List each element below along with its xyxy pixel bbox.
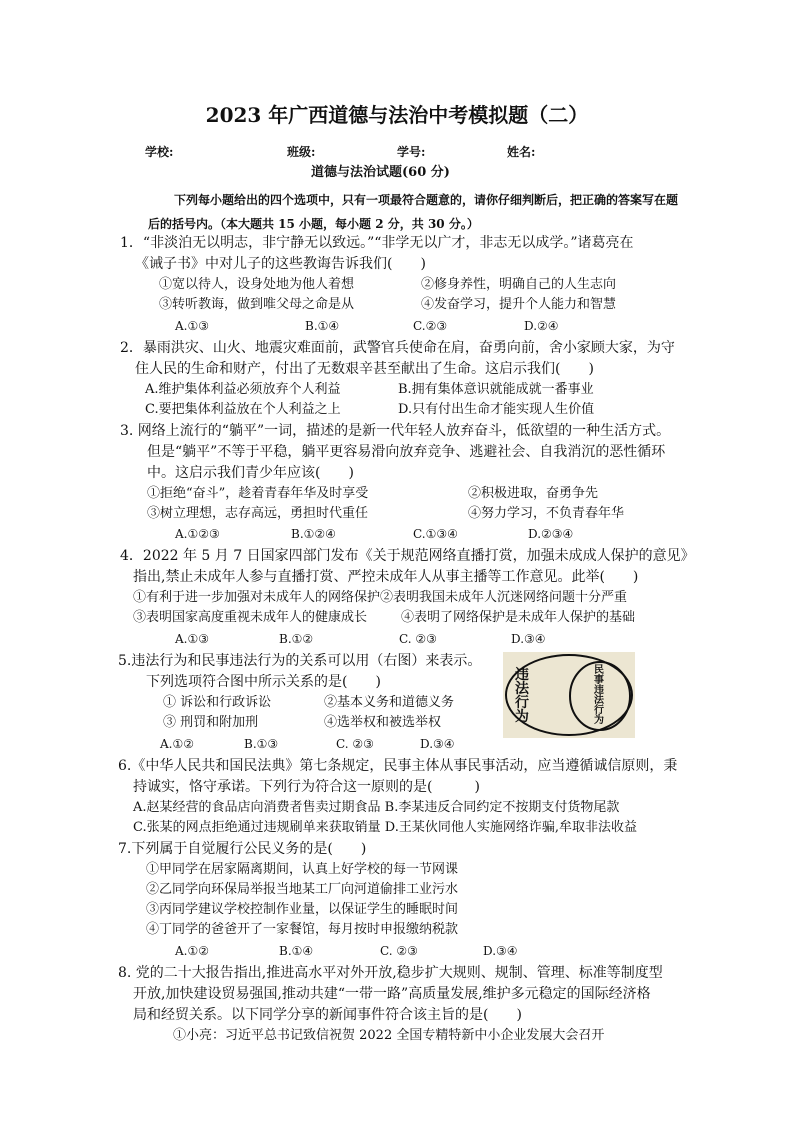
student-number-field-label: 学号: — [397, 145, 426, 159]
statement-3: ③表明国家高度重视未成年人的健康成长 — [133, 610, 368, 625]
option-c: C.②③ — [413, 319, 448, 333]
name-field-label: 姓名: — [507, 145, 536, 159]
option-b: B.①③ — [244, 737, 279, 751]
venn-diagram-figure — [503, 652, 635, 738]
option-a: A.①② — [160, 737, 194, 751]
statement-1: ①小亮：习近平总书记致信祝贺 2022 全国专精特新中小企业发展大会召开 — [173, 1028, 605, 1043]
statement-4: ④丁同学的爸爸开了一家餐馆，每月按时申报缴纳税款 — [146, 922, 459, 937]
question-6-stem: 6.《中华人民共和国民法典》第七条规定，民事主体从事民事活动，应当遵循诚信原则，秉 — [118, 758, 678, 774]
option-d: D.只有付出生命才能实现人生价值 — [398, 402, 595, 417]
question-2-stem: 2．暴雨洪灾、山火、地震灾难面前，武警官兵使命在肩，奋勇向前，舍小家顾大家，为守 — [120, 340, 675, 356]
class-field-label: 班级: — [287, 145, 316, 159]
question-8-stem: 8. 党的二十大报告指出,推进高水平对外开放,稳步扩大规则、规制、管理、标准等制度型 — [118, 965, 663, 981]
question-6-stem: 持诚实，恪守承诺。下列行为符合这一原则的是( ) — [133, 779, 480, 795]
statement-2: ②修身养性，明确自己的人生志向 — [421, 277, 617, 292]
statement-1: ①甲同学在居家隔离期间，认真上好学校的每一节网课 — [146, 862, 459, 877]
statement-4: ④努力学习，不负青春年华 — [468, 506, 625, 521]
school-field-label: 学校: — [145, 145, 174, 159]
instructions-line: 下列每小题给出的四个选项中，只有一项最符合题意的，请你仔细判断后，把正确的答案写在题 — [174, 193, 679, 207]
options-a-b: A.赵某经营的食品店向消费者售卖过期食品 B.李某违反合同约定不按期支付货物尾款 — [133, 800, 620, 815]
question-7-stem: 7.下列属于自觉履行公民义务的是( ) — [118, 841, 367, 857]
question-4-stem: 4．2022 年 5 月 7 日国家四部门发布《关于规范网络直播打赏，加强未成成人保护的意见》 — [120, 548, 695, 564]
question-3-stem: 中。这启示我们青少年应该( ) — [147, 465, 354, 481]
question-5-stem: 下列选项符合图中所示关系的是( ) — [146, 674, 381, 690]
option-a: A.①③ — [175, 319, 209, 333]
venn-inner-label: 民 事 违 法 行 为 — [594, 665, 604, 726]
option-d: D.③④ — [483, 944, 518, 958]
option-b: B.①④ — [279, 944, 314, 958]
exam-title: 2023 年广西道德与法治中考模拟题（二） — [205, 103, 589, 127]
option-a: A.①②③ — [175, 527, 220, 541]
statement-1: ①拒绝“奋斗”，趁着青春年华及时享受 — [147, 486, 369, 501]
option-d: D.②③④ — [528, 527, 574, 541]
option-c: C. ②③ — [380, 944, 418, 958]
option-b: B.①② — [279, 632, 314, 646]
statement-3: ③树立理想，志存高远，勇担时代重任 — [147, 506, 369, 521]
option-b: B.①④ — [305, 319, 340, 333]
option-b: B.拥有集体意识就能成就一番事业 — [398, 382, 594, 397]
option-a: A.维护集体利益必须放弃个人利益 — [145, 382, 341, 397]
option-d: D.②④ — [524, 319, 559, 333]
statement-1-2: ①有利于进一步加强对未成年人的网络保护②表明我国未成年人沉迷网络问题十分严重 — [133, 590, 628, 605]
exam-subtitle: 道德与法治试题(60 分) — [311, 165, 450, 180]
statement-4: ④发奋学习，提升个人能力和智慧 — [421, 297, 617, 312]
venn-outer-label: 违 法 行 为 — [515, 667, 529, 725]
statement-3: ③丙同学建议学校控制作业量，以保证学生的睡眠时间 — [146, 902, 459, 917]
statement-2: ②基本义务和道德义务 — [324, 695, 455, 710]
question-3-stem: 3. 网络上流行的“躺平”一词，描述的是新一代年轻人放弃奋斗，低欲望的一种生活方式。 — [120, 423, 671, 439]
statement-1: ①宽以待人，设身处地为他人着想 — [159, 277, 355, 292]
options-c-d: C.张某的网点拒绝通过违规刷单来获取销量 D.王某伙同他人实施网络诈骗,牟取非法收益 — [133, 820, 637, 835]
option-b: B.①②④ — [291, 527, 336, 541]
question-2-stem: 住人民的生命和财产，付出了无数艰辛甚至献出了生命。这启示我们( ) — [135, 361, 594, 377]
question-8-stem: 局和经贸关系。以下同学分享的新闻事件符合该主旨的是( ) — [133, 1007, 522, 1023]
question-3-stem: 但是“躺平”不等于平稳，躺平更容易滑向放弃竞争、逃避社会、自我消沉的恶性循环 — [147, 444, 666, 460]
option-c: C.①③④ — [413, 527, 458, 541]
statement-2: ②乙同学向环保局举报当地某工厂向河道偷排工业污水 — [146, 882, 459, 897]
option-d: D.③④ — [420, 737, 455, 751]
question-4-stem: 指出,禁止未成年人参与直播打赏、严控未成年人从事主播等工作意见。此举( ) — [133, 569, 639, 585]
statement-4: ④选举权和被选举权 — [324, 715, 442, 730]
option-a: A.①② — [175, 944, 209, 958]
option-c: C. ②③ — [336, 737, 374, 751]
statement-1: ① 诉讼和行政诉讼 — [163, 695, 272, 710]
statement-3: ③转听教诲，做到唯父母之命是从 — [159, 297, 355, 312]
option-d: D.③④ — [511, 632, 546, 646]
statement-2: ②积极进取，奋勇争先 — [468, 486, 599, 501]
instructions-line: 后的括号内。（本大题共 15 小题，每小题 2 分，共 30 分。） — [148, 217, 479, 231]
question-8-stem: 开放,加快建设贸易强国,推动共建“一带一路”高质量发展,维护多元稳定的国际经济格 — [133, 986, 651, 1002]
option-c: C.要把集体利益放在个人利益之上 — [145, 402, 341, 417]
option-a: A.①③ — [175, 632, 209, 646]
question-1-stem: 1．“非淡泊无以明志，非宁静无以致远。”“非学无以广才，非志无以成学。”诸葛亮在 — [120, 235, 634, 251]
option-c: C. ②③ — [399, 632, 437, 646]
statement-4: ④表明了网络保护是未成年人保护的基础 — [401, 610, 636, 625]
question-1-stem: 《诫子书》中对儿子的这些教诲告诉我们( ) — [135, 256, 426, 272]
statement-3: ③ 刑罚和附加刑 — [163, 715, 259, 730]
question-5-stem: 5.违法行为和民事违法行为的关系可以用（右图）来表示。 — [118, 653, 482, 669]
